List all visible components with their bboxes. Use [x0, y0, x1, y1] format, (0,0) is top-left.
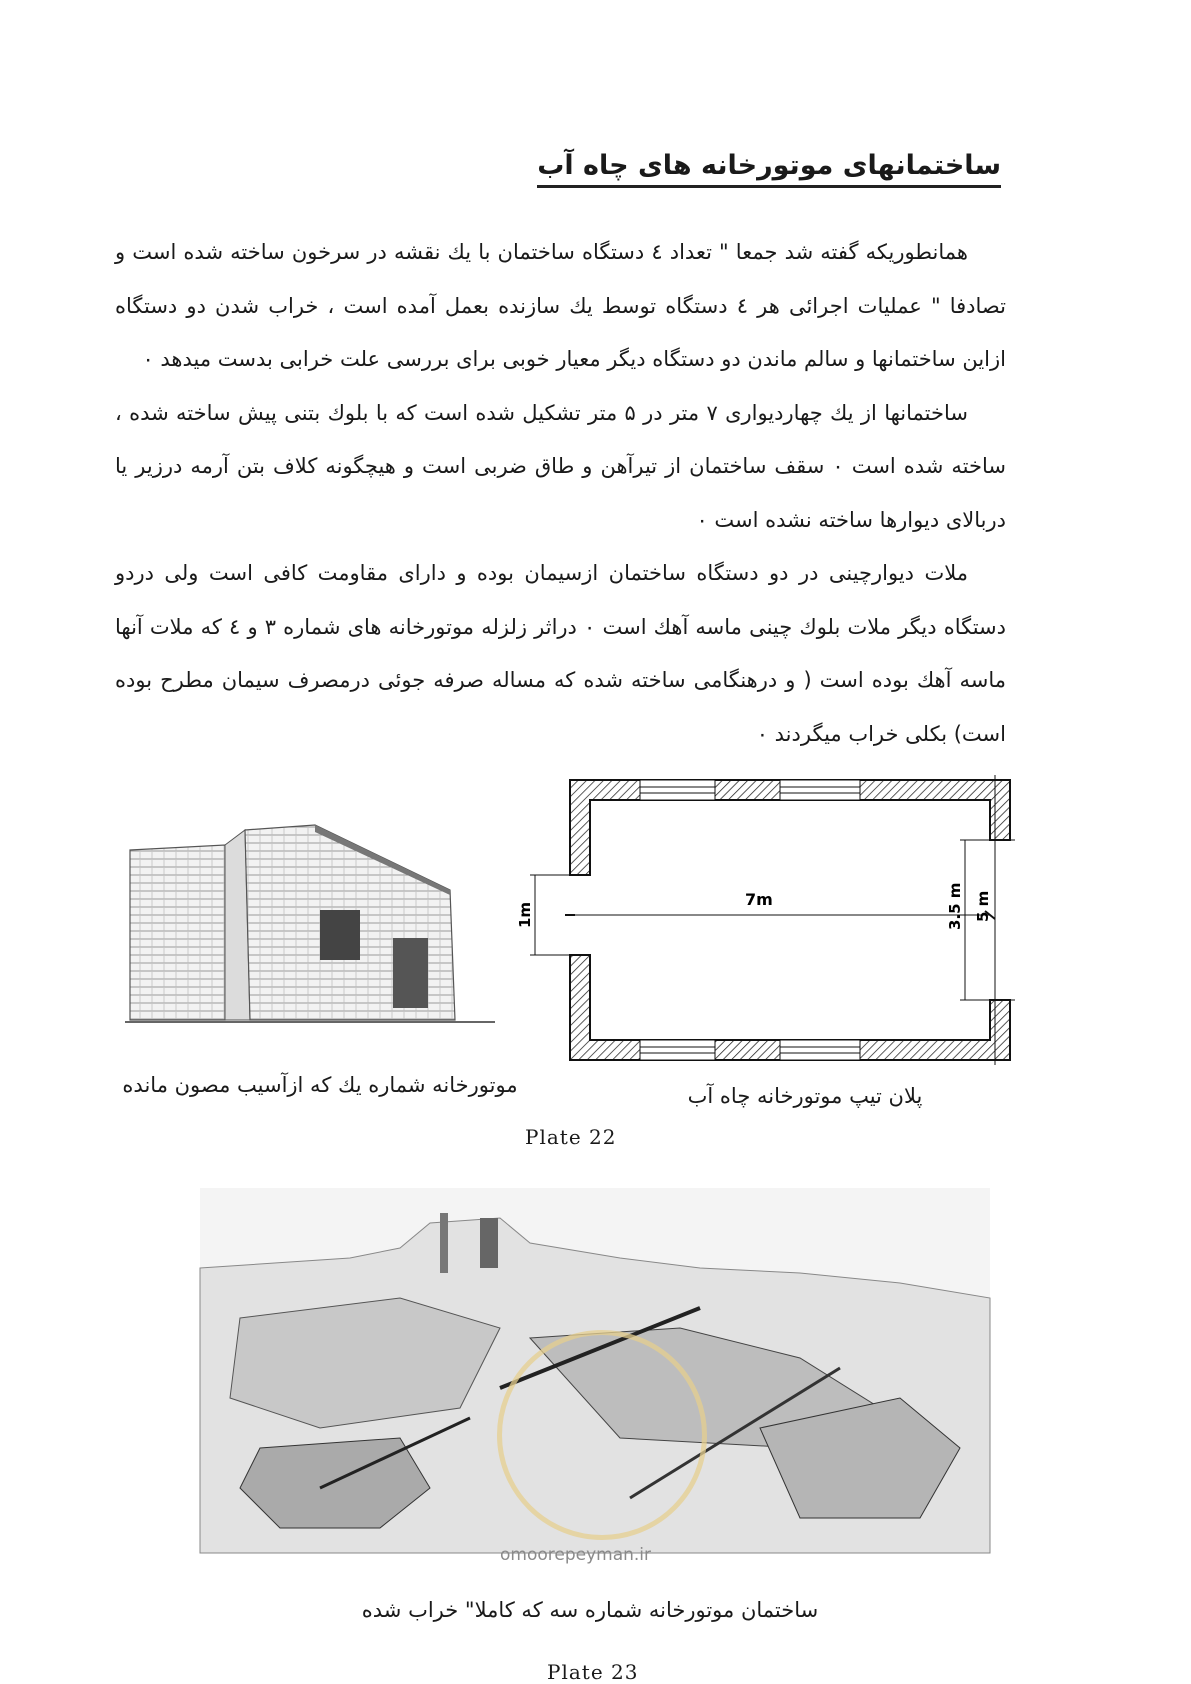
plan-width-label: 5 m	[974, 890, 992, 922]
plate-23-label: Plate 23	[547, 1660, 639, 1684]
watermark-url: omoorepeyman.ir	[500, 1545, 652, 1565]
plan-length-label: 7m	[745, 890, 773, 909]
figure-right-caption: پلان تیپ موتورخانه چاه آب	[687, 1084, 923, 1108]
section-heading: ساختمانهای موتورخانه های چاه آب	[537, 150, 1001, 188]
body-text	[115, 226, 1006, 761]
figure-left-caption: موتورخانه شماره یك که ازآسیب مصون مانده	[122, 1073, 518, 1097]
plan-door-label: 1m	[516, 901, 534, 928]
paragraph-2: ساختمانها از یك چهاردیواری ۷ متر در ۵ متر تشکیل شده است که با بلوك بتنی پیش ساخته شده ، ساخته شده است ٠ سقف ساختمان از تیرآهن و طاق ضربی است و هیچگونه کلاف بتن آرمه درزیر یا دربالای دیوارها ساخته نشده است ٠	[115, 400, 1006, 532]
floor-plan-diagram	[516, 770, 1080, 1100]
paragraph-3: ملات دیوارچینی در دو دستگاه ساختمان ازسیمان بوده و دارای مقاومت کافی است ولی دردو دستگاه دیگر ملات بلوك چینی ماسه آهك است ٠ دراثر زلزله موتورخانه های شماره ۳ و ٤ که ملات آنها ماسه آهك بوده است ( و درهنگامی ساخته شده که مساله صرفه جوئی درمصرف سیمان مطرح بوده است) بکلی خراب میگردند ٠	[115, 561, 1006, 746]
plate-22-label: Plate 22	[525, 1125, 617, 1149]
building-photo-intact	[125, 820, 495, 1030]
photo-caption: ساختمان موتورخانه شماره سه که کاملا" خراب شده	[361, 1598, 819, 1622]
publisher-watermark-seal	[497, 1330, 707, 1540]
plan-half-width-label: 3.5 m	[946, 882, 964, 930]
paragraph-1: همانطوریکه گفته شد جمعا " تعداد ٤ دستگاه ساختمان با یك نقشه در سرخون ساخته شده است و تصادفا " عملیات اجرائی هر ٤ دستگاه توسط یك سازنده بعمل آمده است ، خراب شدن دو دستگاه ازاین ساختمانها و سالم ماندن دو دستگاه دیگر معیار خوبی برای بررسی علت خرابی بدست میدهد ٠	[115, 240, 1006, 371]
